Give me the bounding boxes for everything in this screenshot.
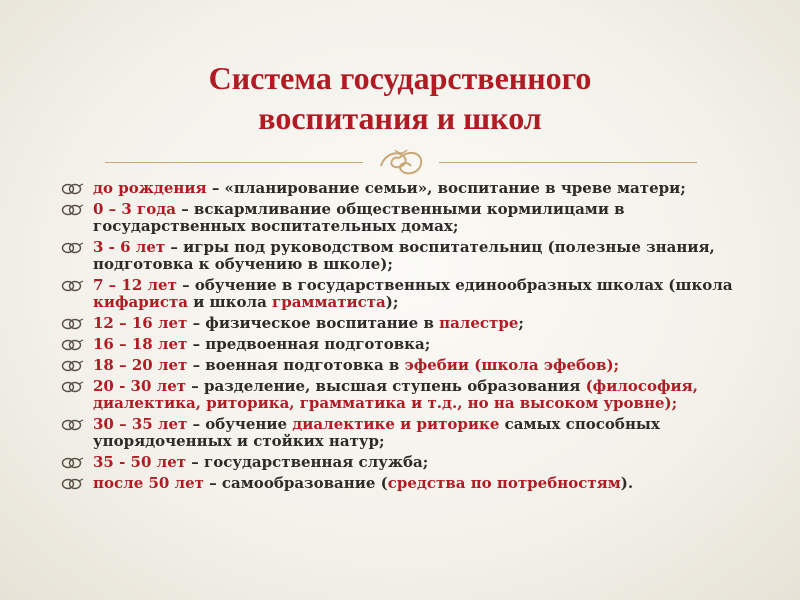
- item-text: самых способных упорядоченных и стойких натур;: [93, 415, 660, 450]
- interlocking-rings-icon: [60, 380, 84, 394]
- item-text: );: [385, 293, 399, 311]
- list-item: [60, 277, 760, 311]
- item-text: ).: [620, 474, 634, 492]
- slide-title-line-2: воспитания и школ: [258, 100, 542, 136]
- highlighted-text: палестре: [439, 314, 519, 332]
- interlocking-rings-icon: [60, 338, 84, 352]
- interlocking-rings-icon: [60, 359, 84, 373]
- list-item: [60, 454, 760, 471]
- item-text: – самообразование (: [203, 474, 388, 492]
- interlocking-rings-icon: [60, 317, 84, 331]
- title-divider: [105, 146, 697, 176]
- highlighted-text: (философия, диалектика, риторика, грамматика и т.д., но на высоком уровне);: [93, 377, 698, 412]
- interlocking-rings-icon: [60, 241, 84, 255]
- ornament-icon: [375, 144, 427, 178]
- highlighted-text: 30 – 35 лет: [93, 415, 188, 433]
- interlocking-rings-icon: [60, 203, 84, 217]
- item-text: – военная подготовка в: [187, 356, 405, 374]
- item-text: – разделение, высшая ступень образования: [186, 377, 586, 395]
- list-item: [60, 475, 760, 492]
- item-text: – «планирование семьи», воспитание в чреве матери;: [206, 179, 686, 197]
- list-item: [60, 416, 760, 450]
- highlighted-text: кифариста: [93, 293, 188, 311]
- interlocking-rings-icon: [60, 456, 84, 470]
- item-text: и школа: [187, 293, 273, 311]
- highlighted-text: 7 – 12 лет: [93, 276, 177, 294]
- interlocking-rings-icon: [60, 477, 84, 491]
- divider-line-left: [105, 162, 363, 163]
- item-text: – вскармливание общественными кормилицами в государственных воспитательных домах;: [93, 200, 625, 235]
- item-text: – обучение: [187, 415, 293, 433]
- interlocking-rings-icon: [60, 418, 84, 432]
- highlighted-text: диалектике и риторике: [292, 415, 500, 433]
- highlighted-text: 16 – 18 лет: [93, 335, 188, 353]
- item-text: – игры под руководством воспитательниц (полезные знания, подготовка к обучению в школе);: [93, 238, 715, 273]
- item-text: – предвоенная подготовка;: [187, 335, 431, 353]
- highlighted-text: 18 – 20 лет: [93, 356, 188, 374]
- interlocking-rings-icon: [60, 182, 84, 196]
- divider-line-right: [439, 162, 697, 163]
- highlighted-text: грамматиста: [272, 293, 386, 311]
- slide-title-line-1: Система государственного: [208, 60, 592, 96]
- bullet-list: [60, 180, 760, 496]
- item-text: – физическое воспитание в: [187, 314, 440, 332]
- list-item: [60, 378, 760, 412]
- highlighted-text: до рождения: [93, 179, 207, 197]
- highlighted-text: 0 – 3 года: [93, 200, 176, 218]
- highlighted-text: 12 – 16 лет: [93, 314, 188, 332]
- item-text: – обучение в государственных единообразных школах (школа: [176, 276, 733, 294]
- list-item: [60, 180, 760, 197]
- slide-title: [0, 58, 800, 138]
- list-item: [60, 239, 760, 273]
- item-text: ;: [518, 314, 524, 332]
- highlighted-text: 3 - 6 лет: [93, 238, 166, 256]
- list-item: [60, 357, 760, 374]
- highlighted-text: средства по потребностям: [387, 474, 621, 492]
- highlighted-text: 35 - 50 лет: [93, 453, 187, 471]
- interlocking-rings-icon: [60, 279, 84, 293]
- list-item: [60, 201, 760, 235]
- highlighted-text: эфебии (школа эфебов);: [404, 356, 620, 374]
- item-text: – государственная служба;: [186, 453, 429, 471]
- highlighted-text: 20 - 30 лет: [93, 377, 187, 395]
- list-item: [60, 336, 760, 353]
- list-item: [60, 315, 760, 332]
- highlighted-text: после 50 лет: [93, 474, 204, 492]
